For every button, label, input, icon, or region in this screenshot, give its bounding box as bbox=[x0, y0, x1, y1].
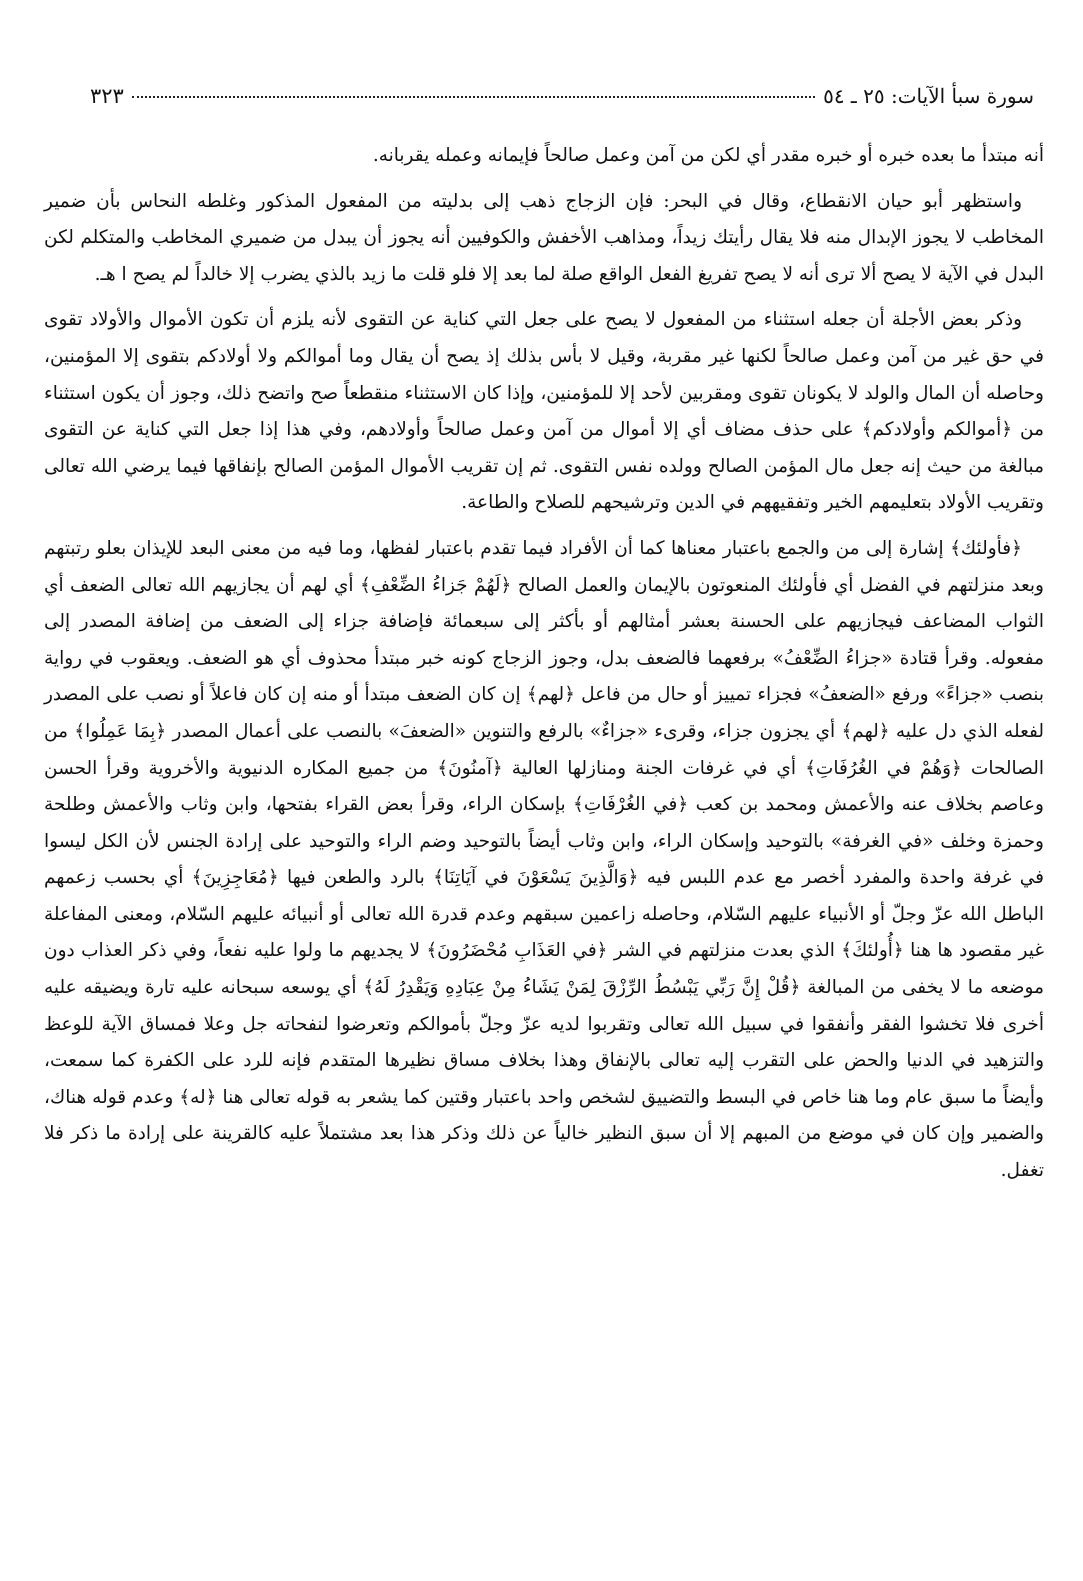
page-header bbox=[90, 84, 1034, 112]
header-dotted-leader bbox=[132, 96, 815, 98]
paragraph-3: وذكر بعض الأجلة أن جعله استثناء من المفعول لا يصح على جعل التي كناية عن التقوى لأنه يلزم أن تكون الأموال والأولاد تقوى في حق غير من آمن وعمل صالحاً لكنها غير مقربة، وقيل لا بأس بذلك إذ يصح أن يقال وما أموالكم ولا أولادكم بتقوى إلا المؤمنين، وحاصله أن المال والولد لا يكونان تقوى ومقربين لأحد إلا للمؤمنين، وإذا كان الاستثناء منقطعاً صح واتضح ذلك، وجوز أن يكون استثناء من ﴿أموالكم وأولادكم﴾ على حذف مضاف أي إلا أموال من آمن وعمل صالحاً وأولادهم، وفي هذا إذا جعل التي كناية عن التقوى مبالغة من حيث إنه جعل مال المؤمن الصالح وولده نفس التقوى. ثم إن تقريب الأموال المؤمن الصالح بإنفاقها فيما يرضي الله تعالى وتقريب الأولاد بتعليمهم الخير وتفقيههم في الدين وترشيحهم للصلاح والطاعة. bbox=[44, 309, 1044, 514]
paragraph-2: واستظهر أبو حيان الانقطاع، وقال في البحر: فإن الزجاج ذهب إلى بدليته من المفعول المذكور وغلطه النحاس بأن ضمير المخاطب لا يجوز الإبدال منه فلا يقال رأيتك زيداً، ومذاهب الأخفش والكوفيين أنه يجوز أن يبدل من ضميري المخاطب والمتكلم لكن البدل في الآية لا يصح ألا ترى أنه لا يصح تفريغ الفعل الواقع صلة لما بعد إلا فلو قلت ما زيد بالذي يضرب إلا خالداً لم يصح ا هـ. bbox=[44, 190, 1044, 285]
paragraph-1: أنه مبتدأ ما بعده خبره أو خبره مقدر أي لكن من آمن وعمل صالحاً فإيمانه وعمله يقربانه. bbox=[372, 145, 1044, 166]
surah-title: سورة سبأ الآيات: ٢٥ ـ ٥٤ bbox=[823, 84, 1034, 108]
commentary-body bbox=[44, 138, 1044, 1199]
paragraph-4: ﴿فأولئك﴾ إشارة إلى من والجمع باعتبار معناها كما أن الأفراد فيما تقدم باعتبار لفظها، وما فيه من معنى البعد للإيذان بعلو رتبتهم وبعد منزلتهم في الفضل أي فأولئك المنعوتون بالإيمان والعمل الصالح ﴿لَهُمْ جَزاءُ الضِّعْفِ﴾ أي لهم أن يجازيهم الله تعالى الضعف أي الثواب المضاعف فيجازيهم على الحسنة بعشر أمثالهم أو بأكثر إلى سبعمائة فإضافة جزاء إلى الضعف من إضافة المصدر إلى مفعوله. وقرأ قتادة «جزاءُ الضِّعْفُ» برفعهما فالضعف بدل، وجوز الزجاج كونه خبر مبتدأ محذوف أي هو الضعف. ويعقوب في رواية بنصب «جزاءً» ورفع «الضعفُ» فجزاء تمييز أو حال من فاعل ﴿لهم﴾ إن كان الضعف مبتدأ أو منه إن كان فاعلاً أو نصب على المصدر لفعله الذي دل عليه ﴿لهم﴾ أي يجزون جزاء، وقرىء «جزاءٌ» بالرفع والتنوين «الضعفَ» بالنصب على أعمال المصدر ﴿بِمَا عَمِلُوا﴾ من الصالحات ﴿وَهُمْ في الغُرُفَاتِ﴾ أي في غرفات الجنة ومنازلها العالية ﴿آمنُونَ﴾ من جميع المكاره الدنيوية والأخروية وقرأ الحسن وعاصم بخلاف عنه والأعمش ومحمد بن كعب ﴿في الغُرْفَاتِ﴾ بإسكان الراء، وقرأ بعض القراء بفتحها، وابن وثاب والأعمش وطلحة وحمزة وخلف «في الغرفة» بالتوحيد وإسكان الراء، وابن وثاب أيضاً بالتوحيد وضم الراء والتوحيد على إرادة الجنس لأن الكل ليسوا في غرفة واحدة والمفرد أخصر مع عدم اللبس فيه ﴿وَالَّذِينَ يَسْعَوْنَ في آيَاتِنَا﴾ بالرد والطعن فيها ﴿مُعَاجِزِينَ﴾ أي بحسب زعمهم الباطل الله عزّ وجلّ أو الأنبياء عليهم السّلام، وحاصله زاعمين سبقهم وعدم قدرة الله تعالى أو أنبيائه عليهم السّلام، ومعنى المفاعلة غير مقصود ها هنا ﴿أُولئكَ﴾ الذي بعدت منزلتهم في الشر ﴿في العَذَابِ مُحْضَرُونَ﴾ لا يجديهم ما ولوا عليه نفعاً، وفي ذكر العذاب دون موضعه ما لا يخفى من المبالغة ﴿قُلْ إِنَّ رَبِّي يَبْسُطُ الرِّزْقَ لِمَنْ يَشَاءُ مِنْ عِبَادِهِ وَيَقْدِرُ لَهُ﴾ أي يوسعه سبحانه عليه تارة ويضيقه عليه أخرى فلا تخشوا الفقر وأنفقوا في سبيل الله تعالى وتقربوا لديه عزّ وجلّ بأموالكم وتعرضوا لنفحاته جل وعلا فمساق الآية للوعظ والتزهيد في الدنيا والحض على التقرب إليه تعالى بالإنفاق وهذا بخلاف مساق نظيرها المتقدم فإنه للرد على الكفرة كما سمعت، وأيضاً ما سبق عام وما هنا خاص في البسط والتضييق لشخص واحد باعتبار وقتين كما يشعر به قوله تعالى هنا ﴿له﴾ وعدم قوله هناك، والضمير وإن كان في موضع من المبهم إلا أن سبق النظير خالياً عن ذلك وذكر هذا بعد مشتملاً عليه كالقرينة على إرادة ما ذكر فلا تغفل. bbox=[44, 537, 1044, 1182]
page-number: ٣٢٣ bbox=[90, 84, 124, 108]
